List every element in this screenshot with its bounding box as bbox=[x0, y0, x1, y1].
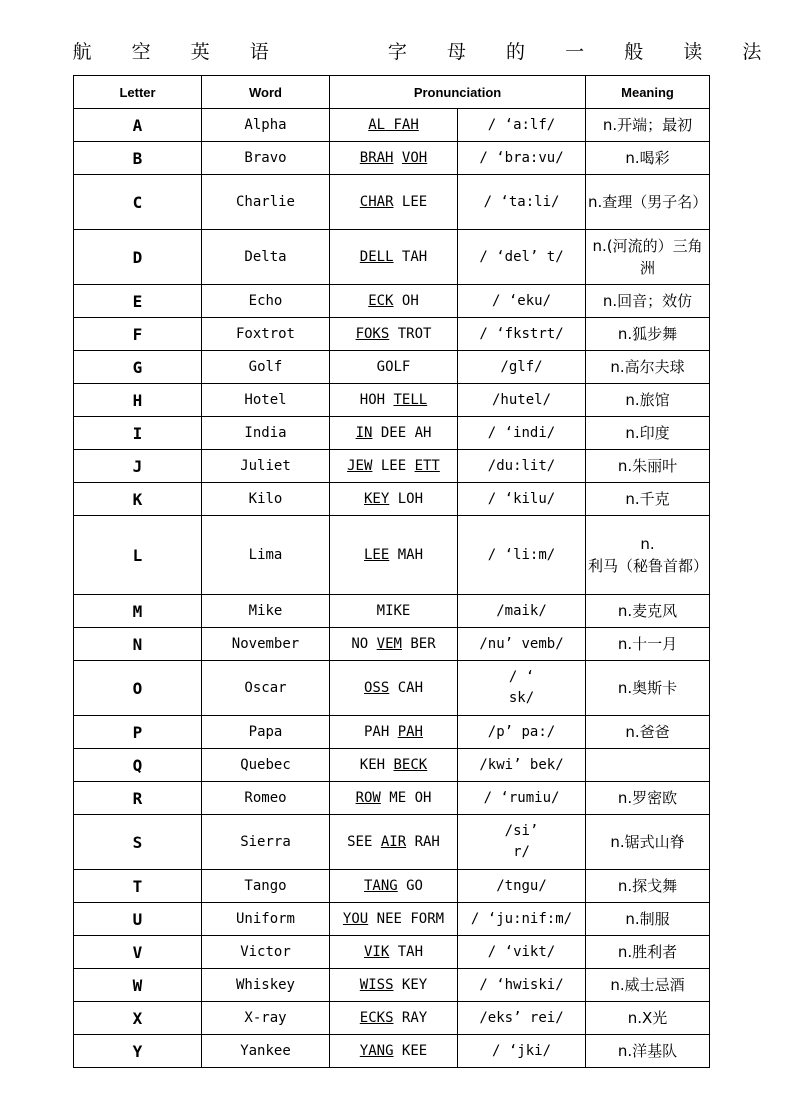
pronunciation-segment: MAH bbox=[389, 546, 423, 563]
table-row bbox=[74, 417, 710, 450]
cell-pronunciation bbox=[330, 351, 458, 384]
pronunciation-segment: BER bbox=[401, 635, 436, 652]
pronunciation-segment: GOLF bbox=[376, 358, 411, 375]
phonetic-alphabet-table bbox=[73, 75, 710, 1068]
cell-pronunciation bbox=[330, 936, 458, 969]
cell-word: Delta bbox=[202, 230, 330, 285]
cell-pronunciation bbox=[330, 230, 458, 285]
pronunciation-segment: RAH bbox=[406, 833, 440, 850]
cell-word: Victor bbox=[202, 936, 330, 969]
table-row bbox=[74, 230, 710, 285]
cell-pronunciation bbox=[330, 175, 458, 230]
cell-meaning: n.十一月 bbox=[586, 628, 710, 661]
cell-meaning: n.麦克风 bbox=[586, 595, 710, 628]
title-char: 一 bbox=[565, 40, 585, 63]
pronunciation-segment: HOH bbox=[359, 391, 394, 408]
cell-pronunciation bbox=[330, 903, 458, 936]
table-row bbox=[74, 1002, 710, 1035]
table-row bbox=[74, 661, 710, 716]
table-row bbox=[74, 483, 710, 516]
cell-pronunciation bbox=[330, 782, 458, 815]
cell-word: Golf bbox=[202, 351, 330, 384]
pronunciation-segment: NEE FORM bbox=[368, 910, 445, 927]
cell-pronunciation bbox=[330, 870, 458, 903]
cell-letter: O bbox=[74, 661, 202, 716]
pronunciation-segment: FAH bbox=[385, 116, 419, 133]
cell-meaning: n.印度 bbox=[586, 417, 710, 450]
cell-letter: H bbox=[74, 384, 202, 417]
pronunciation-segment: BECK bbox=[393, 756, 428, 773]
pronunciation-segment: PAH bbox=[363, 723, 398, 740]
cell-ipa: / ‘fkstrt/ bbox=[458, 318, 586, 351]
cell-word: Oscar bbox=[202, 661, 330, 716]
cell-meaning: n.探戈舞 bbox=[586, 870, 710, 903]
cell-meaning bbox=[586, 749, 710, 782]
table-row bbox=[74, 142, 710, 175]
cell-pronunciation bbox=[330, 318, 458, 351]
cell-letter: X bbox=[74, 1002, 202, 1035]
cell-pronunciation bbox=[330, 384, 458, 417]
pronunciation-segment: BRAH bbox=[359, 149, 394, 166]
cell-pronunciation bbox=[330, 285, 458, 318]
cell-word: Echo bbox=[202, 285, 330, 318]
cell-word: Quebec bbox=[202, 749, 330, 782]
cell-word: Tango bbox=[202, 870, 330, 903]
table-row bbox=[74, 1035, 710, 1068]
cell-word: Uniform bbox=[202, 903, 330, 936]
pronunciation-segment: GO bbox=[397, 877, 423, 894]
cell-meaning: n.朱丽叶 bbox=[586, 450, 710, 483]
pronunciation-segment: DELL bbox=[359, 248, 394, 265]
title-char: 法 bbox=[742, 40, 762, 63]
cell-letter: A bbox=[74, 109, 202, 142]
cell-pronunciation bbox=[330, 595, 458, 628]
pronunciation-segment bbox=[393, 150, 401, 166]
cell-letter: R bbox=[74, 782, 202, 815]
table-row bbox=[74, 749, 710, 782]
cell-meaning: n.奥斯卡 bbox=[586, 661, 710, 716]
pronunciation-segment: TAH bbox=[389, 943, 423, 960]
cell-pronunciation bbox=[330, 716, 458, 749]
cell-ipa: /tngu/ bbox=[458, 870, 586, 903]
title-char: 母 bbox=[446, 40, 466, 63]
cell-letter: C bbox=[74, 175, 202, 230]
table-row bbox=[74, 628, 710, 661]
cell-word: Charlie bbox=[202, 175, 330, 230]
pronunciation-segment: IN bbox=[355, 424, 373, 441]
cell-letter: I bbox=[74, 417, 202, 450]
pronunciation-segment: TROT bbox=[389, 325, 432, 342]
pronunciation-segment: ROW bbox=[355, 789, 381, 806]
cell-ipa: / ‘kilu/ bbox=[458, 483, 586, 516]
pronunciation-segment: LEE bbox=[372, 457, 415, 474]
cell-word: Papa bbox=[202, 716, 330, 749]
cell-pronunciation bbox=[330, 815, 458, 870]
cell-meaning: n.旅馆 bbox=[586, 384, 710, 417]
pronunciation-segment: RAY bbox=[393, 1009, 428, 1026]
cell-pronunciation bbox=[330, 450, 458, 483]
cell-letter: P bbox=[74, 716, 202, 749]
cell-letter: K bbox=[74, 483, 202, 516]
table-row bbox=[74, 516, 710, 595]
title-char: 英 bbox=[190, 40, 210, 63]
cell-word: November bbox=[202, 628, 330, 661]
pronunciation-segment: NO bbox=[351, 635, 377, 652]
cell-letter: Y bbox=[74, 1035, 202, 1068]
pronunciation-segment: CAH bbox=[389, 679, 423, 696]
cell-ipa: /maik/ bbox=[458, 595, 586, 628]
cell-meaning: n.爸爸 bbox=[586, 716, 710, 749]
pronunciation-segment: ETT bbox=[414, 457, 440, 474]
table-row bbox=[74, 903, 710, 936]
pronunciation-segment: TELL bbox=[393, 391, 428, 408]
cell-ipa: / ‘ sk/ bbox=[458, 661, 586, 716]
title-char: 空 bbox=[131, 40, 151, 63]
cell-ipa: / ‘jki/ bbox=[458, 1035, 586, 1068]
cell-word: Alpha bbox=[202, 109, 330, 142]
cell-ipa: /p’ pa:/ bbox=[458, 716, 586, 749]
cell-letter: T bbox=[74, 870, 202, 903]
cell-ipa: /hutel/ bbox=[458, 384, 586, 417]
cell-pronunciation bbox=[330, 109, 458, 142]
cell-letter: D bbox=[74, 230, 202, 285]
cell-letter: J bbox=[74, 450, 202, 483]
table-header-row bbox=[74, 76, 710, 109]
cell-word: India bbox=[202, 417, 330, 450]
cell-word: Juliet bbox=[202, 450, 330, 483]
pronunciation-segment: OSS bbox=[363, 679, 390, 696]
cell-word: X-ray bbox=[202, 1002, 330, 1035]
pronunciation-segment: OH bbox=[393, 292, 419, 309]
table-row bbox=[74, 450, 710, 483]
page-title bbox=[72, 36, 762, 64]
cell-meaning: n.洋基队 bbox=[586, 1035, 710, 1068]
cell-word: Kilo bbox=[202, 483, 330, 516]
cell-word: Romeo bbox=[202, 782, 330, 815]
cell-meaning: n.查理（男子名） bbox=[586, 175, 710, 230]
cell-ipa: / ‘rumiu/ bbox=[458, 782, 586, 815]
cell-ipa: / ‘ta:li/ bbox=[458, 175, 586, 230]
cell-ipa: / ‘li:m/ bbox=[458, 516, 586, 595]
table-row bbox=[74, 351, 710, 384]
table-row bbox=[74, 815, 710, 870]
cell-pronunciation bbox=[330, 483, 458, 516]
cell-meaning: n.喝彩 bbox=[586, 142, 710, 175]
table-row bbox=[74, 175, 710, 230]
table-row bbox=[74, 384, 710, 417]
cell-word: Foxtrot bbox=[202, 318, 330, 351]
cell-meaning: n.回音；效仿 bbox=[586, 285, 710, 318]
cell-letter: U bbox=[74, 903, 202, 936]
cell-meaning: n.制服 bbox=[586, 903, 710, 936]
cell-ipa: / ‘del’ t/ bbox=[458, 230, 586, 285]
cell-word: Whiskey bbox=[202, 969, 330, 1002]
title-char: 的 bbox=[506, 40, 526, 63]
pronunciation-segment: FOKS bbox=[355, 325, 390, 342]
cell-ipa: / ‘ju:nif:m/ bbox=[458, 903, 586, 936]
cell-pronunciation bbox=[330, 1002, 458, 1035]
cell-pronunciation bbox=[330, 661, 458, 716]
cell-ipa: /eks’ rei/ bbox=[458, 1002, 586, 1035]
table-row bbox=[74, 318, 710, 351]
pronunciation-segment: KEE bbox=[393, 1042, 428, 1059]
pronunciation-segment: CHAR bbox=[359, 193, 394, 210]
table-row bbox=[74, 716, 710, 749]
pronunciation-segment: WISS bbox=[359, 976, 394, 993]
cell-pronunciation bbox=[330, 142, 458, 175]
cell-letter: Q bbox=[74, 749, 202, 782]
pronunciation-segment: DEE AH bbox=[372, 424, 432, 441]
pronunciation-segment: TAH bbox=[393, 248, 428, 265]
title-char: 语 bbox=[249, 40, 269, 63]
pronunciation-segment: VIK bbox=[363, 943, 390, 960]
pronunciation-segment: LEE bbox=[393, 193, 428, 210]
cell-meaning: n.锯式山脊 bbox=[586, 815, 710, 870]
pronunciation-segment: ME OH bbox=[380, 789, 432, 806]
cell-meaning: n.狐步舞 bbox=[586, 318, 710, 351]
table-row bbox=[74, 109, 710, 142]
cell-letter: B bbox=[74, 142, 202, 175]
cell-letter: L bbox=[74, 516, 202, 595]
title-char: 航 bbox=[72, 40, 92, 63]
pronunciation-segment: SEE bbox=[347, 833, 381, 850]
cell-meaning: n.开端；最初 bbox=[586, 109, 710, 142]
cell-meaning: n.罗密欧 bbox=[586, 782, 710, 815]
title-char: 读 bbox=[683, 40, 703, 63]
pronunciation-segment: KEY bbox=[363, 490, 390, 507]
table-row bbox=[74, 285, 710, 318]
pronunciation-segment: PAH bbox=[397, 723, 423, 740]
cell-ipa: / ‘indi/ bbox=[458, 417, 586, 450]
cell-ipa: / ‘hwiski/ bbox=[458, 969, 586, 1002]
pronunciation-segment: JEW bbox=[347, 457, 373, 474]
cell-meaning: n.千克 bbox=[586, 483, 710, 516]
pronunciation-segment: AIR bbox=[380, 833, 407, 850]
table-row bbox=[74, 969, 710, 1002]
cell-letter: E bbox=[74, 285, 202, 318]
cell-ipa: /du:lit/ bbox=[458, 450, 586, 483]
cell-ipa: / ‘vikt/ bbox=[458, 936, 586, 969]
pronunciation-segment: KEY bbox=[393, 976, 428, 993]
cell-letter: G bbox=[74, 351, 202, 384]
cell-word: Yankee bbox=[202, 1035, 330, 1068]
cell-word: Sierra bbox=[202, 815, 330, 870]
cell-meaning: n.(河流的）三角洲 bbox=[586, 230, 710, 285]
cell-pronunciation bbox=[330, 628, 458, 661]
cell-pronunciation bbox=[330, 417, 458, 450]
pronunciation-segment: VOH bbox=[401, 149, 428, 166]
table-row bbox=[74, 936, 710, 969]
cell-letter: S bbox=[74, 815, 202, 870]
cell-ipa: / ‘eku/ bbox=[458, 285, 586, 318]
header-meaning: Meaning bbox=[586, 76, 710, 109]
cell-ipa: /kwi’ bek/ bbox=[458, 749, 586, 782]
cell-meaning: n. 利马（秘鲁首都） bbox=[586, 516, 710, 595]
table-row bbox=[74, 870, 710, 903]
table-row bbox=[74, 595, 710, 628]
cell-letter: W bbox=[74, 969, 202, 1002]
cell-ipa: /nu’ vemb/ bbox=[458, 628, 586, 661]
table-row bbox=[74, 782, 710, 815]
header-pronunciation: Pronunciation bbox=[330, 76, 586, 109]
cell-word: Lima bbox=[202, 516, 330, 595]
pronunciation-segment: LEE bbox=[363, 546, 390, 563]
title-char: 字 bbox=[387, 40, 407, 63]
cell-pronunciation bbox=[330, 969, 458, 1002]
title-char: 般 bbox=[624, 40, 644, 63]
cell-ipa: / ‘bra:vu/ bbox=[458, 142, 586, 175]
pronunciation-segment: KEH bbox=[359, 756, 394, 773]
cell-word: Mike bbox=[202, 595, 330, 628]
cell-ipa: /glf/ bbox=[458, 351, 586, 384]
cell-meaning: n.X光 bbox=[586, 1002, 710, 1035]
cell-meaning: n.威士忌酒 bbox=[586, 969, 710, 1002]
pronunciation-segment: MIKE bbox=[376, 602, 411, 619]
pronunciation-segment: ECK bbox=[368, 292, 394, 309]
cell-ipa: /si’ r/ bbox=[458, 815, 586, 870]
cell-ipa: / ‘a:lf/ bbox=[458, 109, 586, 142]
cell-word: Bravo bbox=[202, 142, 330, 175]
pronunciation-segment: ECKS bbox=[359, 1009, 394, 1026]
pronunciation-segment: YOU bbox=[342, 910, 369, 927]
header-word: Word bbox=[202, 76, 330, 109]
pronunciation-segment: AL bbox=[368, 116, 386, 133]
cell-pronunciation bbox=[330, 749, 458, 782]
cell-letter: N bbox=[74, 628, 202, 661]
cell-letter: M bbox=[74, 595, 202, 628]
cell-letter: V bbox=[74, 936, 202, 969]
header-letter: Letter bbox=[74, 76, 202, 109]
cell-meaning: n.高尔夫球 bbox=[586, 351, 710, 384]
cell-letter: F bbox=[74, 318, 202, 351]
pronunciation-segment: TANG bbox=[363, 877, 398, 894]
cell-pronunciation bbox=[330, 516, 458, 595]
cell-word: Hotel bbox=[202, 384, 330, 417]
pronunciation-segment: VEM bbox=[376, 635, 402, 652]
pronunciation-segment: YANG bbox=[359, 1042, 394, 1059]
cell-meaning: n.胜利者 bbox=[586, 936, 710, 969]
pronunciation-segment: LOH bbox=[389, 490, 423, 507]
cell-pronunciation bbox=[330, 1035, 458, 1068]
